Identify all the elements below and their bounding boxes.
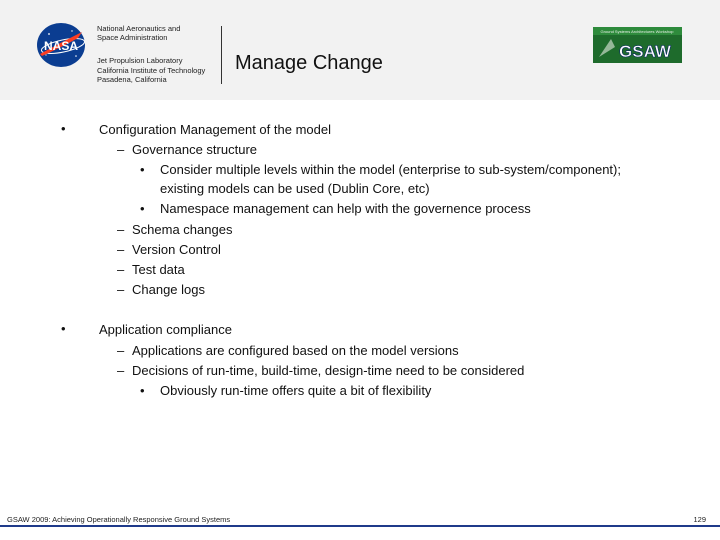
lab-line: California Institute of Technology: [97, 65, 206, 75]
nasa-logo-text: NASA: [43, 39, 79, 53]
lab-name: [97, 56, 222, 85]
bullet-marker: •: [140, 201, 145, 216]
bullet-marker: •: [140, 162, 145, 177]
sub-sub-bullet-text: Namespace management can help with the governence process: [160, 201, 531, 216]
dash-marker: –: [117, 242, 125, 257]
bullet-marker: •: [61, 121, 66, 136]
footer-text: GSAW 2009: Achieving Operationally Responsive Ground Systems: [7, 515, 231, 524]
gsaw-logo: [593, 27, 682, 63]
sub-bullet-text: Version Control: [132, 242, 221, 257]
nasa-logo: [36, 22, 86, 68]
bullet-text: Configuration Management of the model: [99, 122, 331, 137]
bullet-marker: •: [61, 321, 66, 336]
dash-marker: –: [117, 142, 125, 157]
dash-marker: –: [117, 262, 125, 277]
dash-marker: –: [117, 222, 125, 237]
header-divider: [221, 26, 222, 84]
sub-bullet-text: Test data: [132, 262, 185, 277]
lab-line: Pasadena, California: [97, 75, 167, 84]
agency-line: National Aeronautics and: [97, 24, 181, 33]
dash-marker: –: [117, 363, 125, 378]
dash-marker: –: [117, 343, 125, 358]
gsaw-logo-caption: Ground Systems Architectures Workshop: [600, 29, 674, 34]
sub-sub-bullet-text: existing models can be used (Dublin Core, etc): [160, 181, 430, 196]
bullet-marker: •: [140, 383, 145, 398]
sub-bullet-text: Decisions of run-time, build-time, design-time need to be considered: [132, 363, 525, 378]
sub-bullet-text: Change logs: [132, 282, 205, 297]
slide-header: [0, 0, 720, 100]
gsaw-logo-text: GSAW: [619, 42, 671, 61]
sub-bullet-text: Applications are configured based on the model versions: [132, 343, 459, 358]
sub-sub-bullet-text: Consider multiple levels within the model (enterprise to sub-system/component);: [160, 162, 621, 177]
bullet-text: Application compliance: [99, 322, 232, 337]
agency-line: Space Administration: [97, 33, 168, 42]
dash-marker: –: [117, 282, 125, 297]
sub-bullet-text: Governance structure: [132, 142, 258, 157]
sub-bullet-text: Schema changes: [132, 222, 233, 237]
page-title: Manage Change: [235, 52, 383, 74]
agency-name: [97, 24, 207, 42]
page-number: 129: [693, 515, 706, 524]
footer-rule: [0, 525, 720, 527]
sub-sub-bullet-text: Obviously run-time offers quite a bit of flexibility: [160, 383, 432, 398]
lab-line: Jet Propulsion Laboratory: [97, 56, 183, 65]
